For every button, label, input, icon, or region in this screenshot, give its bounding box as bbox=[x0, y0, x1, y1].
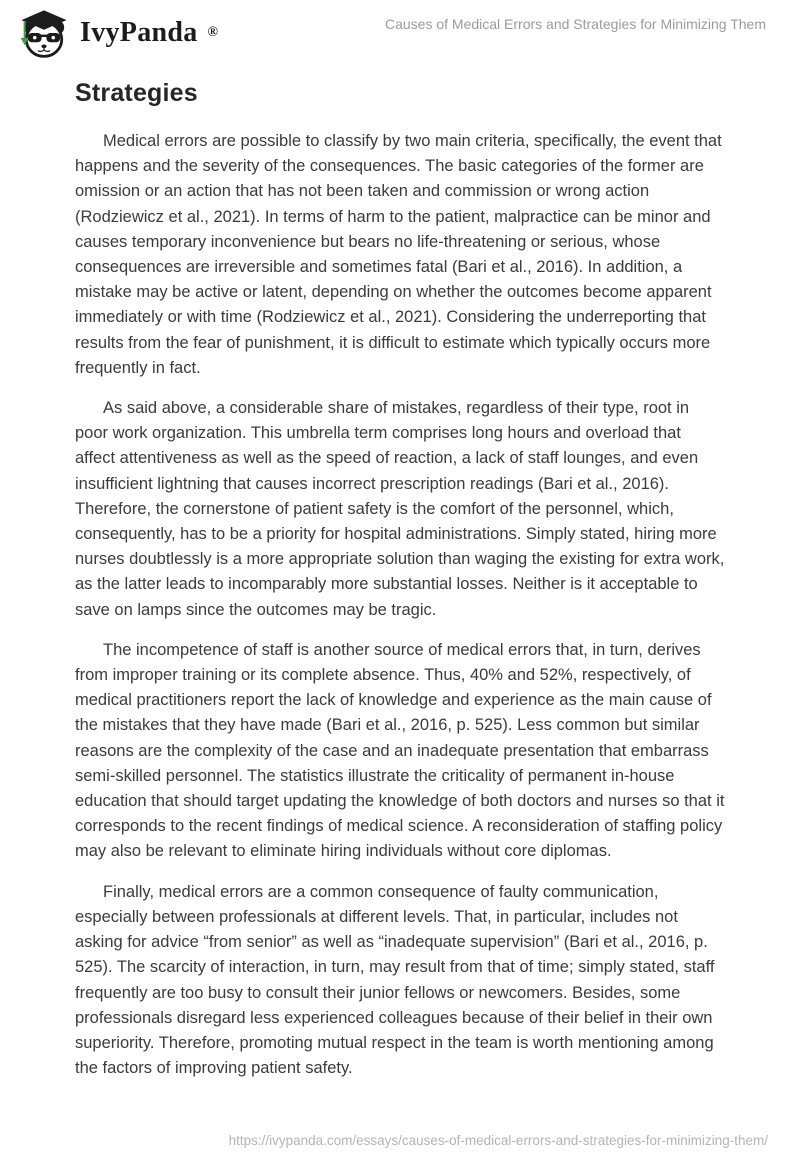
section-heading: Strategies bbox=[75, 79, 198, 107]
essay-body bbox=[75, 79, 725, 1081]
paragraph-1: Medical errors are possible to classify by two main criteria, specifically, the event that happens and the severity of the consequences. The basic categories of the former are omission or an action that has not been taken and commission or wrong action (Rodziewicz et al., 2021). In terms of harm to the patient, malpractice can be minor and causes temporary inconvenience but bears no life-threatening or serious, whose consequences are irreversible and sometimes fatal (Bari et al., 2016). In addition, a mistake may be active or latent, depending on whether the outcomes become apparent immediately or with time (Rodziewicz et al., 2021). Considering the underreporting that results from the fear of punishment, it is difficult to estimate which typically occurs more frequently in fact. bbox=[75, 132, 722, 377]
document-title: Causes of Medical Errors and Strategies for Minimizing Them bbox=[384, 16, 766, 32]
brand-logo bbox=[18, 8, 218, 58]
source-url: https://ivypanda.com/essays/causes-of-medical-errors-and-strategies-for-minimizing-them/ bbox=[228, 1133, 768, 1148]
paragraph-2: As said above, a considerable share of mistakes, regardless of their type, root in poor work organization. This umbrella term comprises long hours and overload that affect attentiveness as well as the speed of reaction, a lack of staff lounges, and even insufficient lightning that causes incorrect prescription readings (Bari et al., 2016). Therefore, the cornerstone of patient safety is the comfort of the personnel, which, consequently, has to be a priority for hospital administrations. Simply stated, hiring more nurses doubtlessly is a more appropriate solution than waging the existing for extra work, as the latter leads to incomparably more substantial losses. Neither is it acceptable to save on lamps since the outcomes may be tragic. bbox=[75, 399, 725, 619]
ivypanda-panda-graduation-logo-icon bbox=[18, 8, 70, 58]
page-header bbox=[0, 0, 800, 58]
paragraph-3: The incompetence of staff is another source of medical errors that, in turn, derives from improper training or its complete absence. Thus, 40% and 52%, respectively, of medical practitioners report the lack of knowledge and experience as the main cause of the mistakes that they have made (Bari et al., 2016, p. 525). Less common but similar reasons are the complexity of the case and an inadequate presentation that embarrass semi-skilled personnel. The statistics illustrate the criticality of permanent in-house education that should target updating the knowledge of both doctors and nurses so that it corresponds to the recent findings of medical science. A reconsideration of staffing policy may also be relevant to eliminate hiring individuals without core diplomas. bbox=[75, 640, 725, 861]
brand-name: IvyPanda bbox=[80, 17, 198, 48]
paragraph-4: Finally, medical errors are a common consequence of faulty communication, especially between professionals at different levels. That, in particular, includes not asking for advice “from senior” as well as “inadequate supervision” (Bari et al., 2016, p. 525). The scarcity of interaction, in turn, may result from that of time; simply stated, staff frequently are too busy to consult their junior fellows or newcomers. Besides, some professionals disregard less experienced colleagues because of their belief in their own superiority. Therefore, promoting mutual respect in the team is worth mentioning among the factors of improving patient safety. bbox=[75, 882, 715, 1078]
registered-trademark-symbol: ® bbox=[207, 25, 219, 40]
